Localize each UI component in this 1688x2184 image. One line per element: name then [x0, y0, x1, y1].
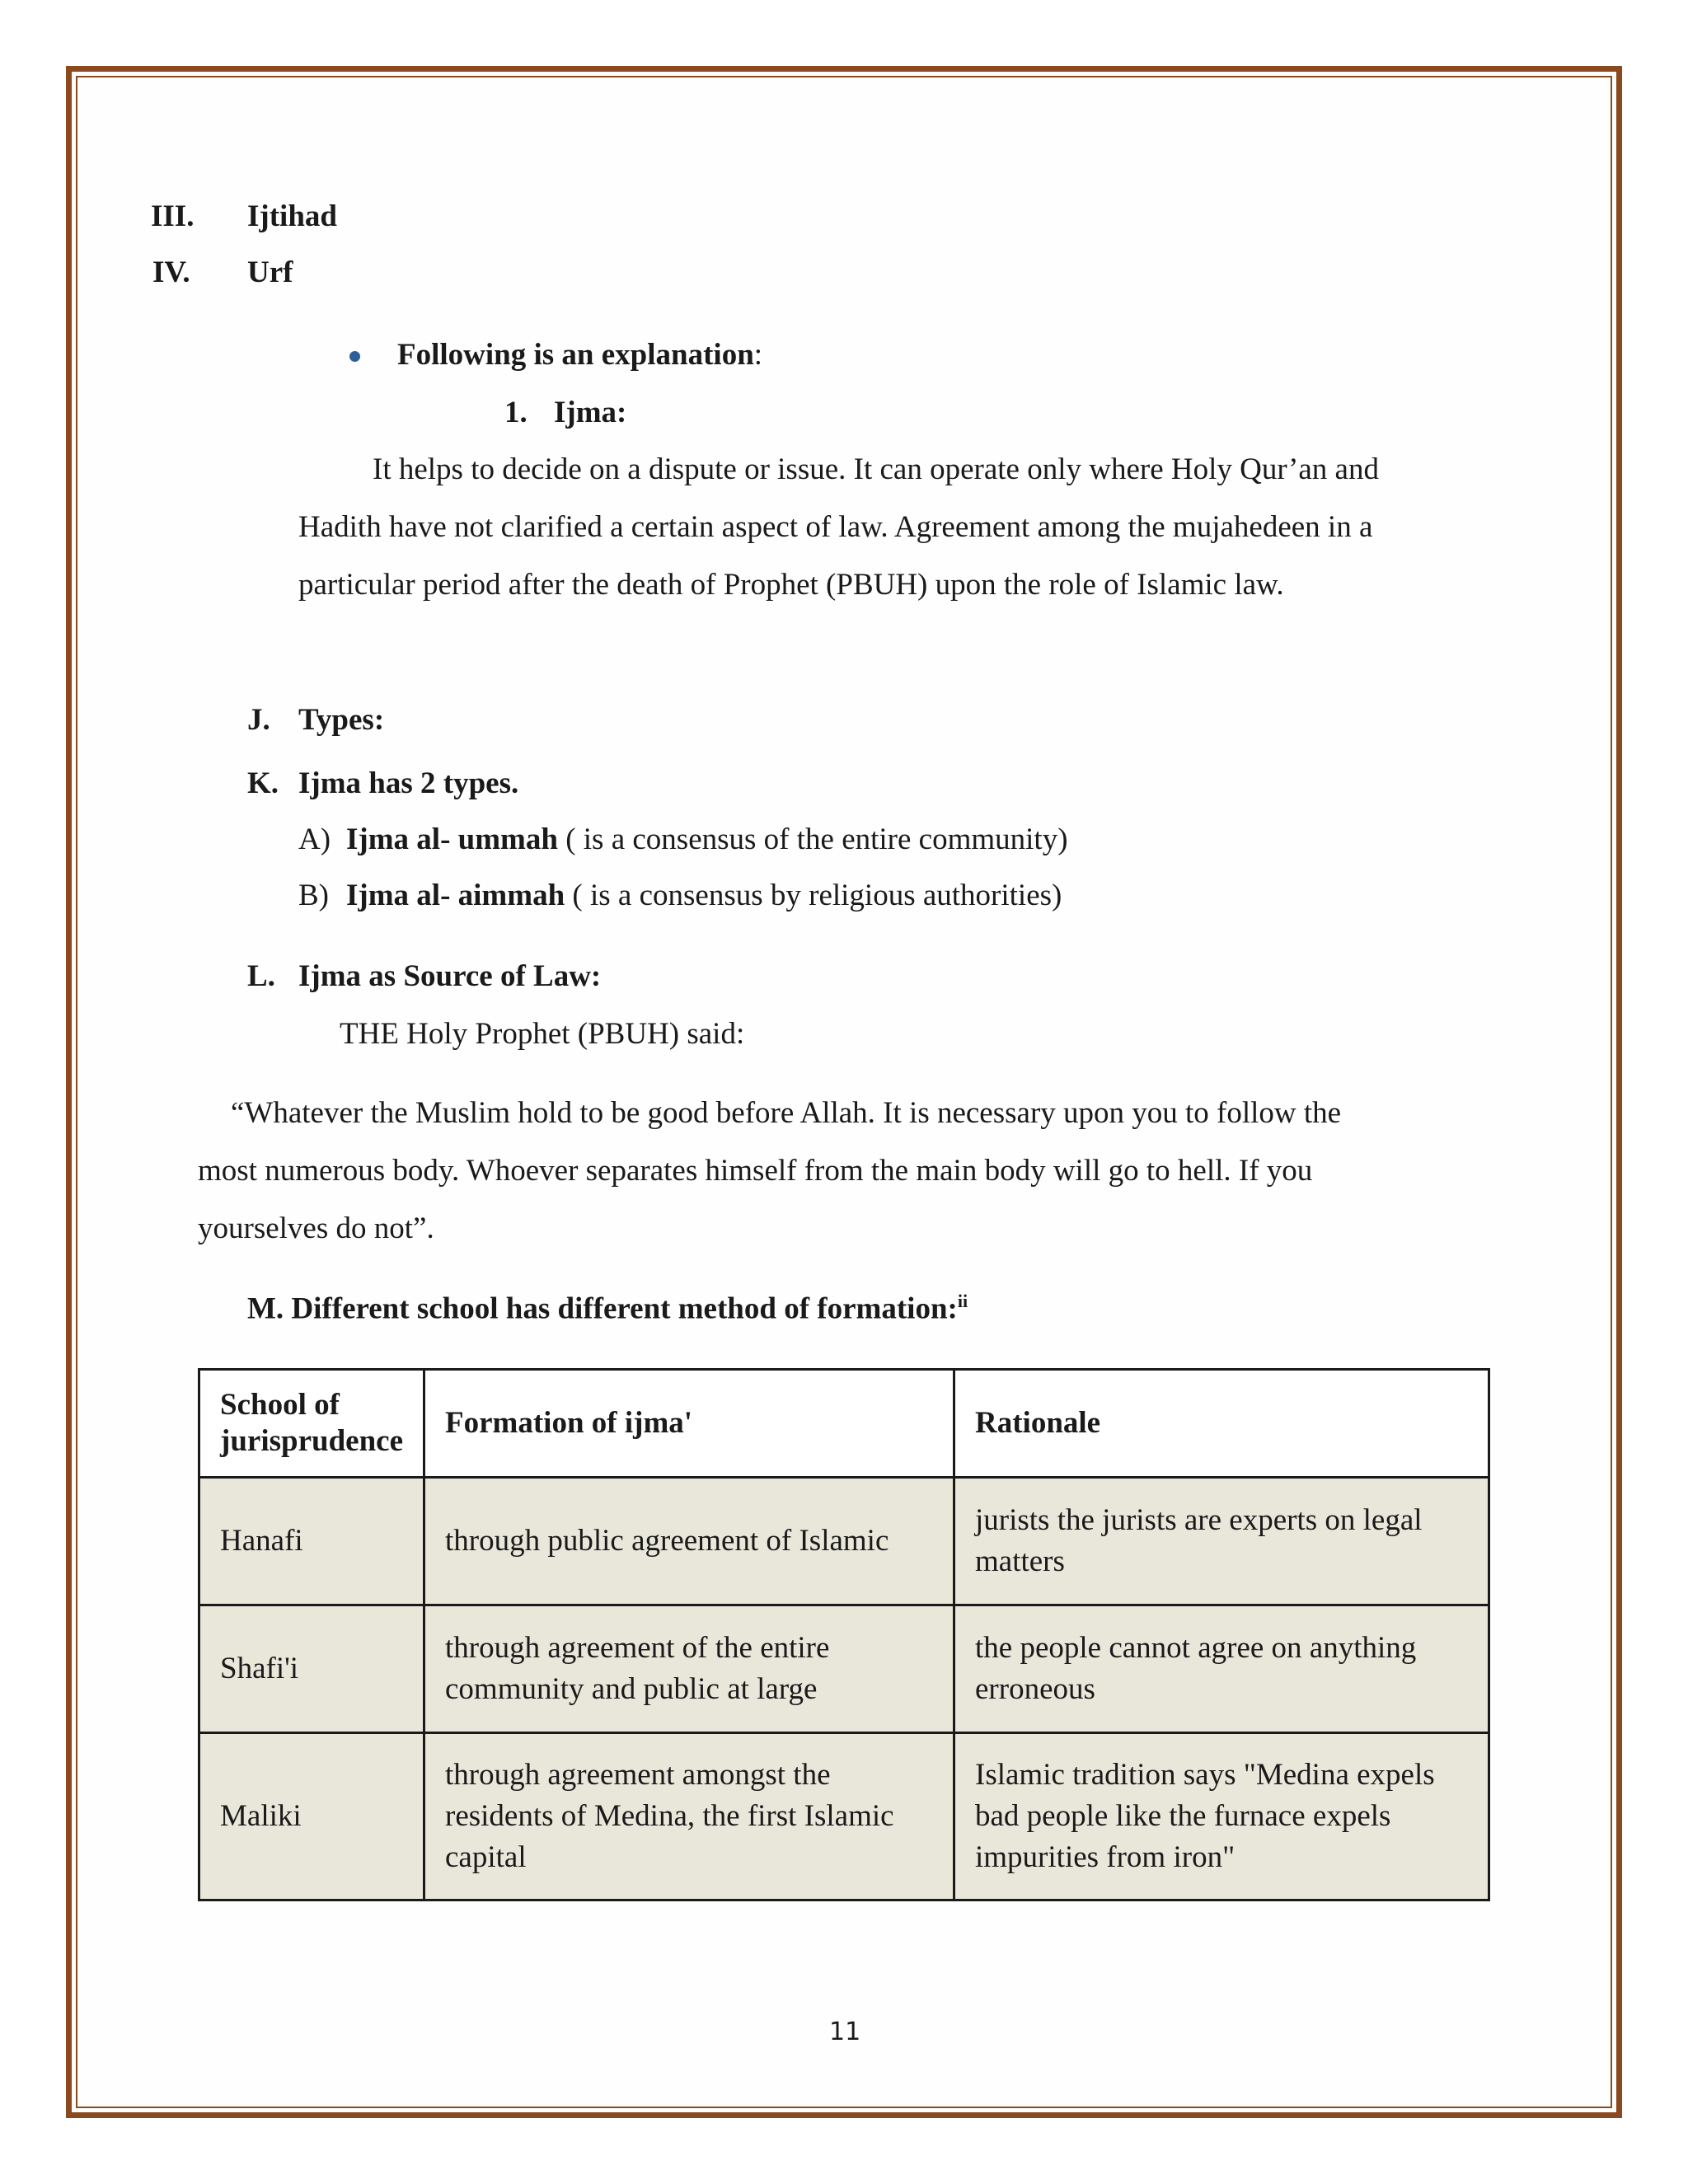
type-a-term: Ijma al- ummah [346, 823, 558, 856]
ijma-paragraph-line-1: It helps to decide on a dispute or issue. It can operate only where Holy Qur’an and [373, 452, 1379, 486]
numeral-iii-label: Ijtihad [247, 199, 337, 233]
cell-rationale: Islamic tradition says "Medina expels bad people like the furnace expels impurities from iron" [954, 1733, 1489, 1900]
schools-table [198, 1368, 1490, 1901]
cell-rationale: jurists the jurists are experts on legal matters [954, 1478, 1489, 1605]
quote-line-2: most numerous body. Whoever separates himself from the main body will go to hell. If you [198, 1154, 1313, 1188]
header-formation: Formation of ijma' [424, 1370, 954, 1478]
item-k-letter: K. [247, 766, 279, 800]
cell-formation: through agreement amongst the residents of Medina, the first Islamic capital [424, 1733, 954, 1900]
quote-line-1: “Whatever the Muslim hold to be good before Allah. It is necessary upon you to follow the [231, 1096, 1342, 1130]
cell-school: Maliki [199, 1733, 424, 1900]
header-rationale: Rationale [954, 1370, 1489, 1478]
table-row [199, 1733, 1489, 1900]
item-l-letter: L. [247, 959, 275, 993]
explanation-heading [397, 338, 762, 373]
prophet-said: THE Holy Prophet (PBUH) said: [340, 1017, 745, 1051]
page-number: 11 [829, 2018, 861, 2046]
cell-formation: through agreement of the entire community and public at large [424, 1605, 954, 1733]
type-b [346, 879, 1062, 914]
type-b-marker: B) [298, 879, 329, 912]
item-m [247, 1291, 968, 1327]
type-a-marker: A) [298, 823, 331, 856]
type-a-desc: ( is a consensus of the entire community) [557, 823, 1068, 856]
item-m-letter: M. [247, 1291, 284, 1326]
table-row [199, 1605, 1489, 1733]
type-b-term: Ijma al- aimmah [346, 879, 565, 912]
header-school: School of jurisprudence [199, 1370, 424, 1478]
explanation-heading-colon: : [753, 338, 763, 372]
ijma-heading: Ijma: [554, 396, 627, 429]
footnote-marker: ii [957, 1291, 968, 1311]
cell-school: Hanafi [199, 1478, 424, 1605]
table-row [199, 1478, 1489, 1605]
type-a [346, 823, 1068, 858]
item-k-text: Ijma has 2 types. [298, 766, 519, 800]
quote-line-3: yourselves do not”. [198, 1212, 434, 1245]
ijma-number: 1. [504, 396, 528, 429]
ijma-paragraph-line-2: Hadith have not clarified a certain aspect of law. Agreement among the mujahedeen in a [298, 510, 1373, 544]
item-j-letter: J. [247, 703, 270, 737]
bullet-icon [349, 351, 360, 362]
type-b-desc: ( is a consensus by religious authorities) [565, 879, 1062, 912]
numeral-iii: III. [151, 199, 195, 233]
cell-school: Shafi'i [199, 1605, 424, 1733]
table-header-row [199, 1370, 1489, 1478]
explanation-heading-text: Following is an explanation [397, 338, 754, 372]
numeral-iv-label: Urf [247, 255, 293, 289]
item-j-text: Types: [298, 703, 385, 737]
item-l-text: Ijma as Source of Law: [298, 959, 602, 993]
cell-rationale: the people cannot agree on anything erroneous [954, 1605, 1489, 1733]
item-m-text: Different school has different method of formation: [291, 1291, 958, 1326]
numeral-iv: IV. [152, 255, 190, 289]
cell-formation: through public agreement of Islamic [424, 1478, 954, 1605]
ijma-paragraph-line-3: particular period after the death of Prophet (PBUH) upon the role of Islamic law. [298, 568, 1284, 602]
